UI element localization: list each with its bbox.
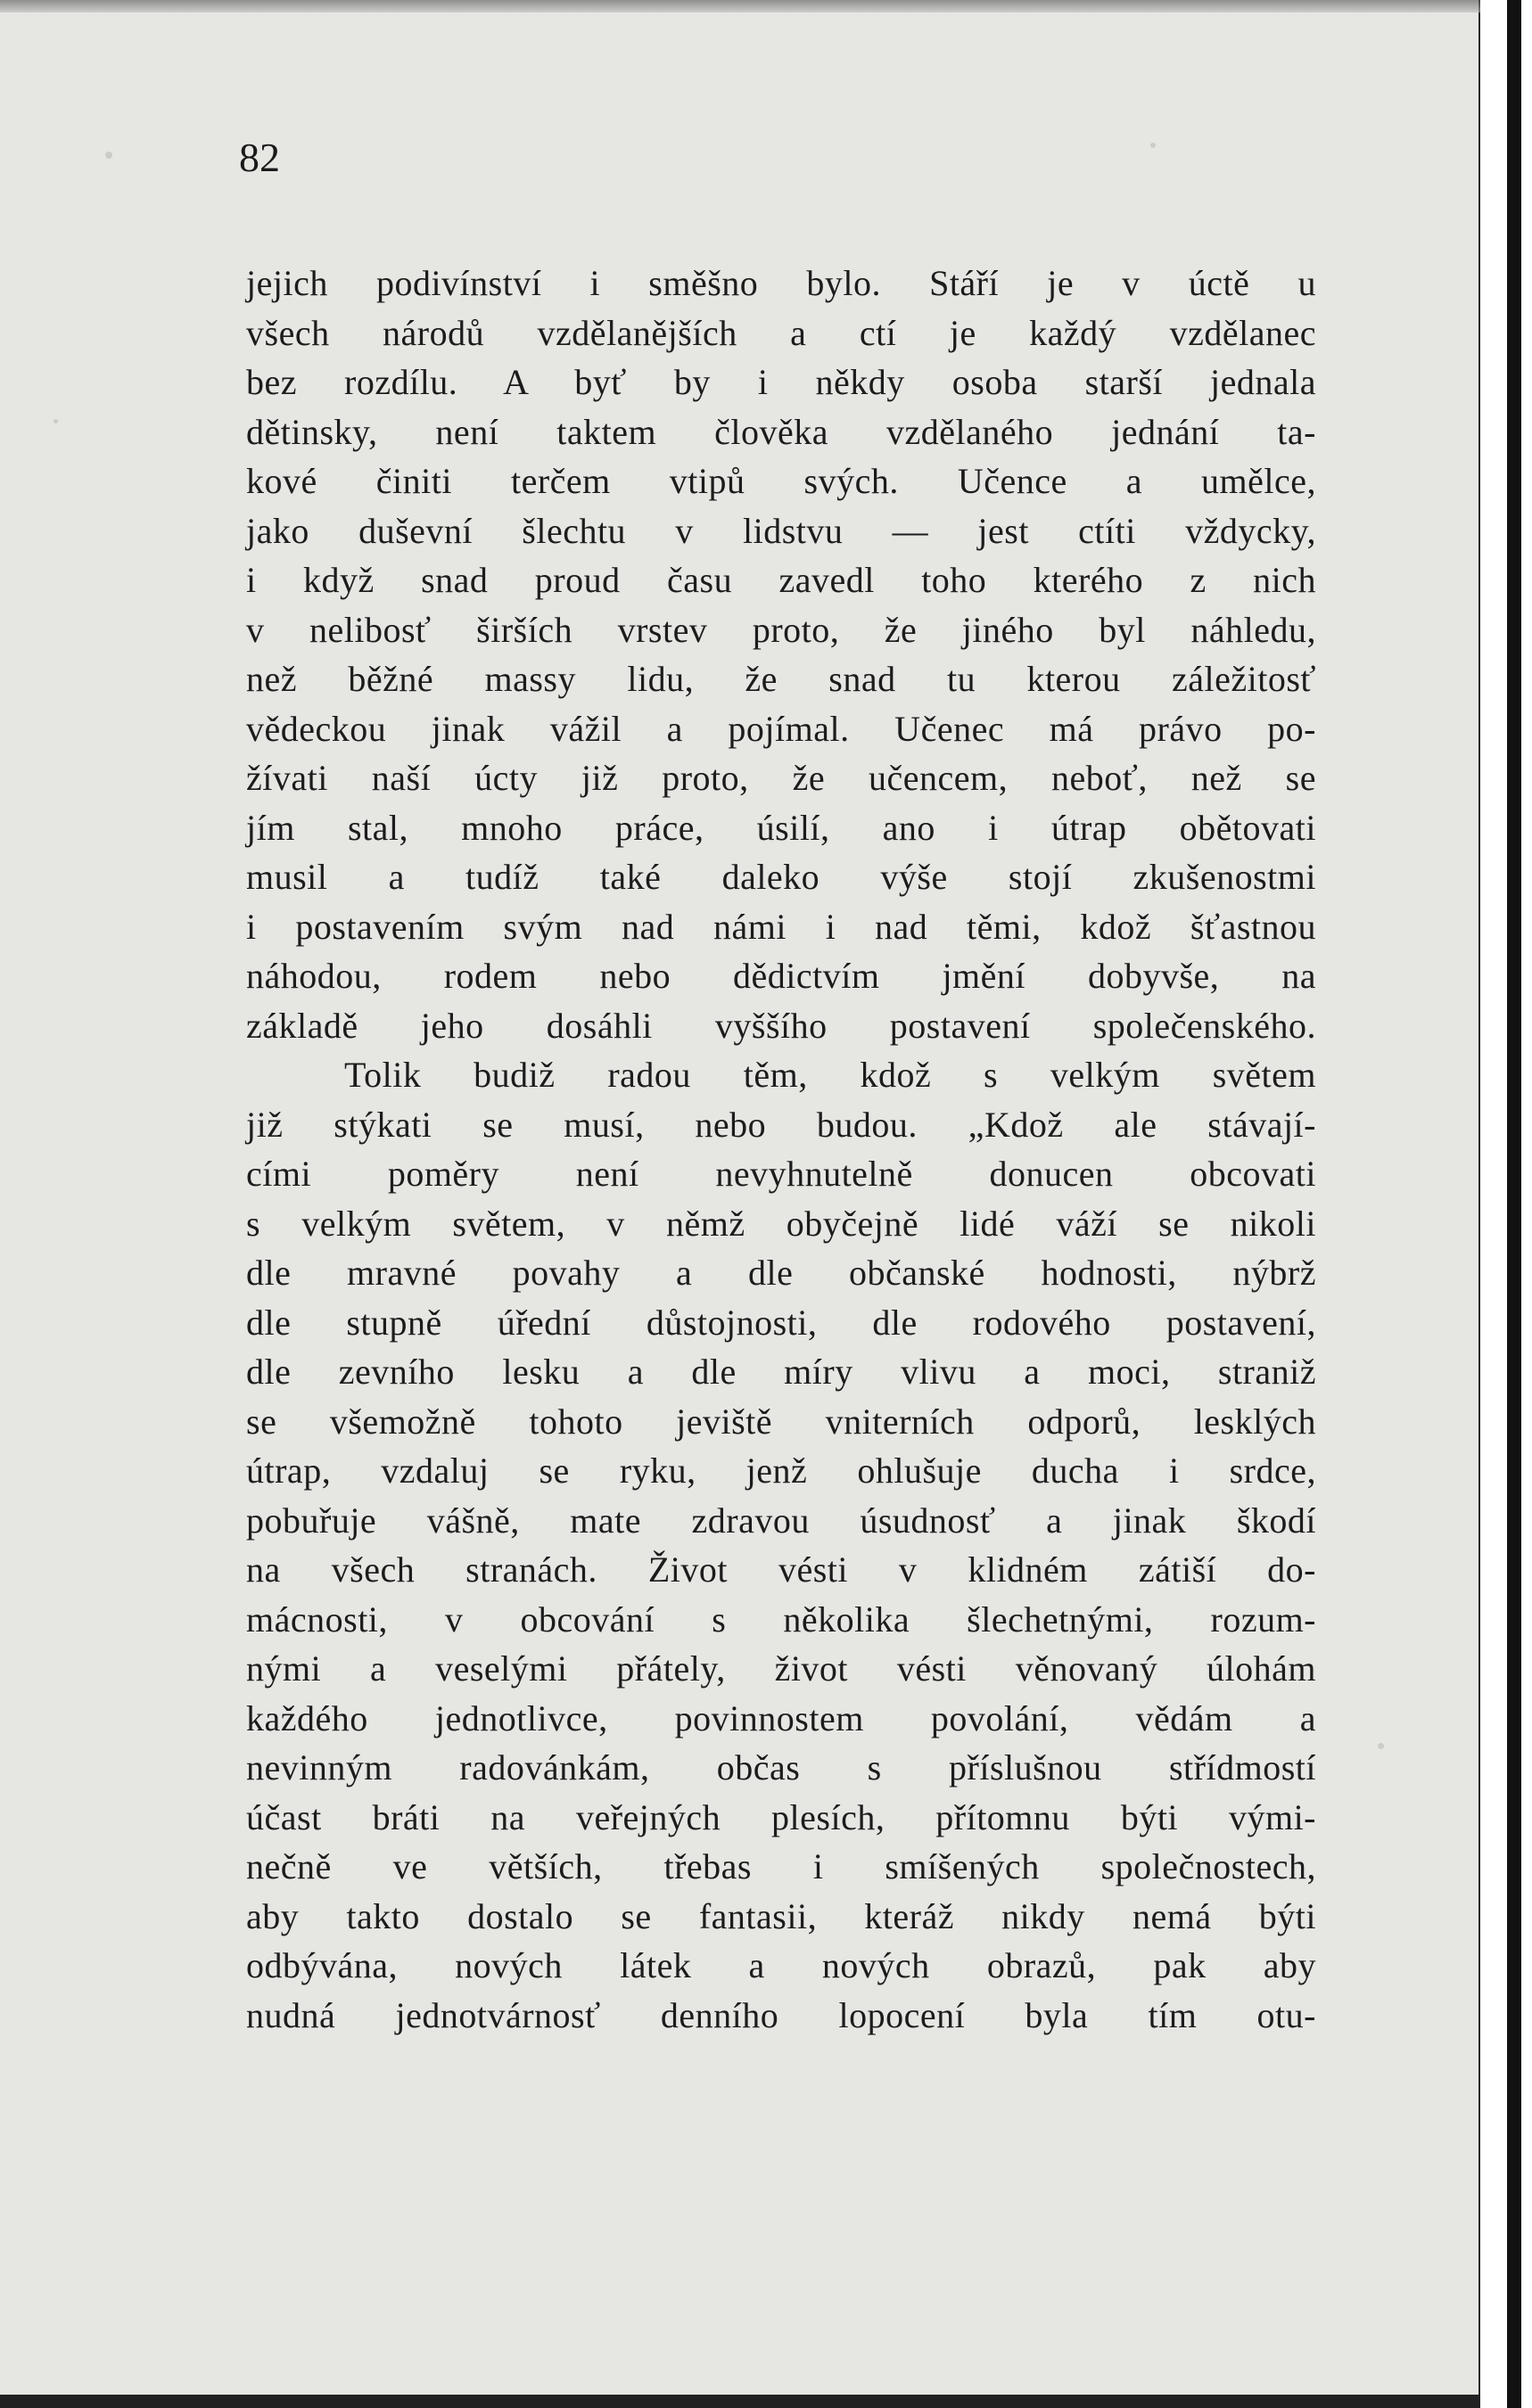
book-spine-shadow — [1507, 0, 1521, 2408]
text-line: útrap, vzdaluj se ryku, jenž ohlušuje ducha i srdce, — [246, 1451, 1316, 1491]
text-line: nečně ve větších, třebas i smíšených společnostech, — [246, 1846, 1316, 1886]
paper-speck — [1378, 1743, 1384, 1749]
text-line: dle stupně úřední důstojnosti, dle rodového postavení, — [246, 1302, 1316, 1343]
paper-speck — [1150, 143, 1156, 148]
text-line: základě jeho dosáhli vyššího postavení společenského. — [246, 1005, 1316, 1046]
text-line: kové činiti terčem vtipů svých. Učence a umělce, — [246, 461, 1316, 501]
text-line: každého jednotlivce, povinnostem povolání, vědám a — [246, 1697, 1316, 1738]
text-line: žívati naší úcty již proto, že učencem, neboť, než se — [246, 758, 1316, 798]
text-line: i když snad proud času zavedl toho kterého z nich — [246, 560, 1316, 600]
text-line: pobuřuje vášně, mate zdravou úsudnosť a jinak škodí — [246, 1500, 1316, 1541]
text-line: nevinným radovánkám, občas s příslušnou střídmostí — [246, 1747, 1316, 1788]
text-line: jako duševní šlechtu v lidstvu — jest ctíti vždycky, — [246, 510, 1316, 551]
text-line: účast bráti na veřejných plesích, přítomnu býti vými- — [246, 1796, 1316, 1837]
text-line: cími poměry není nevyhnutelně donucen obcovati — [246, 1154, 1316, 1194]
text-line: na všech stranách. Život vésti v klidném zátiší do- — [246, 1549, 1316, 1590]
text-line: dle zevního lesku a dle míry vlivu a moci, straniž — [246, 1352, 1316, 1392]
text-line: i postavením svým nad námi i nad těmi, kdož šťastnou — [246, 906, 1316, 947]
text-line: s velkým světem, v němž obyčejně lidé váží se nikoli — [246, 1203, 1316, 1244]
text-line: mácnosti, v obcování s několika šlechetnými, rozum- — [246, 1598, 1316, 1640]
page-number: 82 — [239, 135, 280, 180]
text-line: než běžné massy lidu, že snad tu kterou záležitosť — [246, 659, 1316, 699]
text-line: aby takto dostalo se fantasii, kteráž nikdy nemá býti — [246, 1895, 1316, 1936]
text-line: odbývána, nových látek a nových obrazů, pak aby — [246, 1945, 1316, 1985]
text-line: nými a veselými přátely, život vésti věnovaný úlohám — [246, 1648, 1316, 1689]
paper-speck — [105, 152, 112, 159]
text-line: musil a tudíž také daleko výše stojí zkušenostmi — [246, 857, 1316, 897]
text-line: nudná jednotvárnosť denního lopocení byla tím otu- — [246, 1994, 1316, 2035]
body-text — [246, 259, 1316, 2040]
page-bottom-edge — [0, 2395, 1480, 2408]
paragraph-start-line: Tolik budiž radou těm, kdož s velkým světem — [344, 1055, 1316, 1095]
text-line: bez rozdílu. A byť by i někdy osoba starší jednala — [246, 362, 1316, 402]
page-top-edge — [0, 0, 1480, 12]
page-margin-right — [1480, 0, 1532, 2408]
paper-speck — [54, 419, 58, 423]
text-line: náhodou, rodem nebo dědictvím jmění dobyvše, na — [246, 956, 1316, 996]
text-line: jejich podivínství i směšno bylo. Stáří je v úctě u — [246, 263, 1316, 303]
text-line: jím stal, mnoho práce, úsilí, ano i útrap obětovati — [246, 807, 1316, 848]
text-line: se všemožně tohoto jeviště vniterních odporů, lesklých — [246, 1401, 1316, 1442]
text-line: všech národů vzdělanějších a ctí je každý vzdělanec — [246, 312, 1316, 353]
text-line: dle mravné povahy a dle občanské hodnosti, nýbrž — [246, 1253, 1316, 1293]
text-line: v nelibosť širších vrstev proto, že jiného byl náhledu, — [246, 609, 1316, 650]
text-line: již stýkati se musí, nebo budou. „Kdož ale stávají- — [246, 1104, 1316, 1145]
text-line: dětinsky, není taktem člověka vzdělaného jednání ta- — [246, 411, 1316, 452]
text-line: vědeckou jinak vážil a pojímal. Učenec má právo po- — [246, 708, 1316, 749]
